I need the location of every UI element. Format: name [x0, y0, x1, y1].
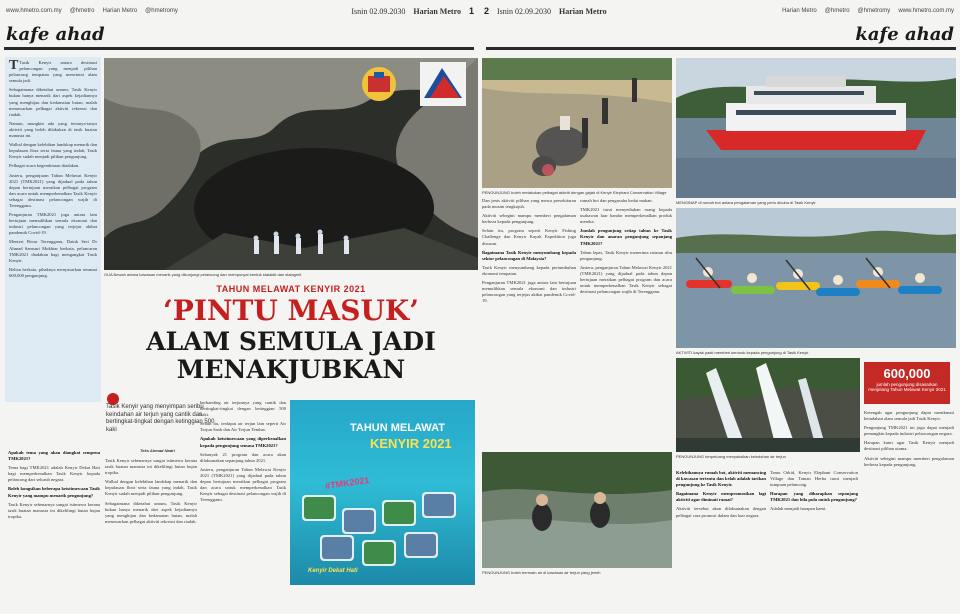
masthead: Harian Metro: [413, 6, 461, 16]
paragraph: berbanding air terjunnya yang cantik dan bertingkat-tingkat dengan ketinggian 500 kaki.: [200, 400, 286, 418]
photo-caption: AKTIVITI kayak pasti memberi seronok kepada pengunjung di Tasik Kenyir: [676, 350, 809, 355]
stream-image: [482, 452, 672, 568]
page-number: 2: [484, 6, 490, 16]
question: Boleh kongsikan beberapa keistimewaan Tasik Kenyir yang mampu menarik pengunjung?: [8, 486, 100, 498]
elephant-image: [482, 58, 672, 188]
issue-date: Isnin 02.09.2030: [351, 6, 406, 16]
tourism-logo-icon: [420, 62, 466, 106]
paragraph: Walhal dengan kelebihan landskap menarik dan kepulauan flora serta fauna yang indah, Tasik Kenyir sudah menjadi pilihan pengunjung.: [9, 142, 97, 160]
stream-photo: [482, 452, 672, 568]
paragraph: Sebagaimana diketahui umum, Tasik Kenyir bukan hanya menarik dari aspek kejadiannya yang menghijau dan kedamaian hutan, malah menawarkan pelbagai aktiviti rekreasi dan riadah.: [105, 500, 197, 524]
houseboat-photo: [676, 58, 956, 198]
photo-caption: PENGUNJUNG boleh melakukan pelbagai aktiviti dengan gajah di Kenyir Elephant Conservation Village: [482, 190, 667, 195]
poster-collage: [290, 400, 475, 585]
poster-subtitle: KENYIR 2021: [370, 436, 452, 451]
web-label: www.hmetro.com.my: [898, 8, 954, 14]
section-rule: [486, 47, 956, 50]
page-number: 1: [468, 6, 474, 16]
photo-caption: PENGUNJUNG berpeluang menyaksikan keindahan air terjun: [676, 454, 786, 459]
section-label: kafe ahad: [6, 24, 105, 45]
photo-caption: MENGINAP di rumah bot antara pengalaman yang perlu dicuba di Tasik Kenyir: [676, 200, 816, 205]
paragraph: Tamu Orkid, Kenyir Elephant Conservation Village dan Taman Herba turut menjadi tumpuan pelancong.: [770, 470, 858, 488]
poster-hashtag: #TMK2021: [324, 474, 371, 492]
question: Harapan yang diharapkan sepanjang TMK2021 dan bila pula untuk pengunjung?: [770, 491, 858, 503]
paragraph: Aktiviti sebegini mampu memberi pengalaman berbeza kepada pengunjung.: [482, 213, 576, 225]
paragraph: Pengunjung TMK2021 ini juga dapat menjadi pemangkin kepada industri pelancongan negara.: [864, 425, 954, 437]
paragraph: T Tasik Kenyir antara destinasi pelancongan yang menjadi pilihan pelancong tempatan yang mencintai alam semula jadi.: [9, 60, 97, 84]
question: Kelebihannya rumah bot, aktiviti memancing di kawasan tertentu dan kelah adalah tarikan pengunjung ke Tasik Kenyir.: [676, 470, 766, 488]
paragraph: Justeru, penganjuran Tahun Melawat Kenyir 2021 (TMK2021) yang dijadual pada tahun depan bertujuan meraikan pelbagai program dan acara untuk memperkenalkan Tasik Kenyir sebagai destinasi pelancongan wajib di Terengganu.: [200, 466, 286, 503]
instagram-label: @hmetromy: [145, 8, 178, 14]
paragraph: Adalah menjadi harapan kami.: [770, 506, 827, 512]
masthead: Harian Metro: [559, 6, 607, 16]
paragraph: Sebanyak 21 program dan acara akan dilaksanakan sepanjang tahun 2021.: [200, 451, 286, 463]
paragraph: Beliau berkata, pihaknya menyasarkan seramai 600,000 pengunjung.: [9, 266, 97, 278]
houseboat-image: [676, 58, 956, 198]
article-column-1b: [8, 450, 100, 600]
article-column-2: [200, 400, 286, 600]
stat-number: 600,000: [883, 366, 931, 381]
headline-line-1: ‘PINTU MASUK’: [163, 294, 419, 327]
article-column-2a: [105, 458, 197, 598]
elephant-photo: [482, 58, 672, 188]
event-poster: [290, 400, 475, 585]
paragraph: Penganjuran TMK2021 juga antara lain bertujuan memulihkan semula ekonomi dan industri pelancongan yang terjejas akibat pandemik Covid-19.: [9, 212, 97, 236]
headline-line-3: MENAKJUBKAN: [176, 355, 406, 384]
paragraph: Tahun lepas, Tasik Kenyir menerima ratusan ribu pengunjung.: [580, 249, 672, 261]
poster-title: TAHUN MELAWAT: [350, 422, 445, 434]
facebook-label: Harian Metro: [782, 8, 817, 14]
paragraph: Justeru, penganjuran Tahun Melawat Kenyir 2021 (TMK2021) yang dijadual pada tahun depan bertujuan meraikan pelbagai program dan acara untuk memperkenalkan Tasik Kenyir sebagai destinasi pelancongan wajib di Terengganu.: [9, 172, 97, 208]
photo-caption: GUA Bewah antara kawasan menarik yang dikunjungi pelancong dan mempunyai bentuk stalaktit dan stalagmit: [104, 272, 302, 277]
paragraph: Aktiviti tersebut akan dilaksanakan dengan pelbagai cara promosi dalam dan luar negara.: [676, 506, 766, 518]
article-column-6: [770, 470, 858, 602]
header-band-left: [0, 0, 480, 22]
waterfall-image: [676, 358, 860, 452]
waterfall-photo: [676, 358, 860, 452]
instagram-label: @hmetromy: [857, 8, 891, 14]
paragraph: Tasik Kenyir sebenarnya sangat istimewa kerana tasik buatan manusia ini dikelilingi hutan hujan tropika.: [105, 458, 197, 476]
paragraph: Tasik Kenyir sebenarnya sangat istimewa kerana tasik buatan manusia ini dikelilingi hutan hujan tropika.: [8, 501, 100, 519]
paragraph: Selain itu, terdapat air terjun lain seperti Air Terjun Saok dan Air Terjun Tembat.: [200, 421, 286, 433]
twitter-label: @hmetro: [69, 8, 95, 14]
question: Apakah keistimewaan yang diperkenalkan kepada pengunjung semasa TMK2021?: [200, 436, 286, 448]
paragraph: Menteri Besar Terengganu, Datuk Seri Dr Ahmad Samsuri Mokhtar berkata, pelancaran TMK2021 diadakan bagi mengangkat Tasik Kenyir.: [9, 239, 97, 263]
paragraph: Pelbagai acara kegembiraan diadakan.: [9, 163, 80, 169]
article-column-7: [864, 410, 954, 602]
photo-caption: PENGUNJUNG boleh bermain air di kawasan air terjun yang jernih: [482, 570, 601, 575]
paragraph: Ketengah agar pengunjung dapat menikmati keindahan alam semula jadi Tasik Kenyir.: [864, 410, 954, 422]
article-column-3: [482, 198, 576, 450]
paragraph: Aktiviti sebegini mampu memberi pengalaman berbeza kepada pengunjung.: [864, 455, 954, 467]
kayak-photo: [676, 208, 956, 348]
section-label: kafe ahad: [855, 24, 954, 45]
stat-label: jumlah pengunjung disasarkan menjelang Tahun Melawat Kenyir 2021: [868, 382, 946, 392]
paragraph: Justeru, penganjuran Tahun Melawat Kenyir 2021 (TMK2021) yang dijadual pada tahun depan bertujuan meraikan pelbagai program dan acara untuk memperkenalkan Tasik Kenyir sebagai destinasi pelancongan wajib di Terengganu.: [580, 264, 672, 295]
paragraph: Penganjuran TMK2021 juga antara lain bertujuan memulihkan semula ekonomi dan industri pelancongan yang terjejas akibat pandemik Covid-19.: [482, 280, 576, 304]
drop-cap: T: [9, 60, 19, 73]
web-label: www.hmetro.com.my: [6, 8, 62, 14]
paragraph: Tema bagi TMK2021 adalah Kenyir Dekat Hati bagi memperkenalkan Tasik Kenyir kepada pelancong dari seluruh negara.: [8, 465, 100, 483]
section-rule: [4, 47, 474, 50]
byline: Teks Ahmad Nadri: [140, 448, 175, 453]
poster-tagline: Kenyir Dekat Hati: [308, 568, 358, 574]
header-band-right: [480, 0, 960, 22]
question: Bagaimana Kenyir mempromosikan lagi aktiviti agar diminati ramai?: [676, 491, 766, 503]
cave-photo: [104, 58, 478, 270]
stat-box: [864, 362, 950, 404]
paragraph: Sebagaimana diketahui umum, Tasik Kenyir bukan hanya menarik dari aspek kejadiannya yang menghijau dan kedamaian hutan, malah menawarkan pelbagai aktiviti rekreasi dan riadah.: [9, 87, 97, 117]
article-column-4: [580, 198, 672, 450]
paragraph: TMK2021 turut menyediakan ruang kepada usahawan luar bandar memperkenalkan produk mereka.: [580, 207, 672, 225]
paragraph: Namun, mungkin ada yang tertanya-tanya aktiviti yang boleh dilakukan di tasik buatan manusia ini.: [9, 120, 97, 139]
question: Jumlah pengunjung setiap tahun ke Tasik Kenyir dan anaran pengunjung sepanjang TMK2021?: [580, 228, 672, 246]
paragraph: Walhal dengan kelebihan landskap menarik dan kepulauan flora serta fauna yang indah, Tasik Kenyir sudah menjadi pilihan pengunjung.: [105, 479, 197, 497]
paragraph: Dan jenis aktiviti pilihan yang mesra persekitaran pada musim tengkujuh.: [482, 198, 576, 210]
pull-quote: Tasik Kenyir yang menyimpan seribu keindahan air terjun yang cantik dan bertingkat-tingkat dengan ketinggian 500 kaki: [106, 404, 215, 433]
headline-line-2: ALAM SEMULA JADI: [146, 327, 436, 356]
kayak-image: [676, 208, 956, 348]
twitter-label: @hmetro: [824, 8, 850, 14]
question: Bagaimana Tasik Kenyir menyumbang kepada sektor pelancongan di Malaysia?: [482, 249, 576, 261]
state-crest-icon: [356, 64, 402, 104]
paragraph: Tasik Kenyir menyumbang kepada pertumbuhan ekonomi tempatan.: [482, 264, 576, 276]
question: Apakah tema yang akan diangkat sempena TMK2021?: [8, 450, 100, 462]
article-column-5: [676, 470, 766, 602]
paragraph: Selain itu, program seperti Kenyir Fishing Challenge dan Kenyir Kayak Expedition juga disusun.: [482, 228, 576, 246]
paragraph: Harapan kami agar Tasik Kenyir menjadi destinasi pilihan utama.: [864, 440, 954, 452]
issue-date: Isnin 02.09.2030: [497, 6, 552, 16]
facebook-label: Harian Metro: [102, 8, 138, 14]
paragraph: rumah bot dan pengusaha kedai makan.: [580, 198, 653, 203]
article-column-1: [9, 60, 97, 400]
headline-kicker: TAHUN MELAWAT KENYIR 2021: [216, 284, 366, 294]
